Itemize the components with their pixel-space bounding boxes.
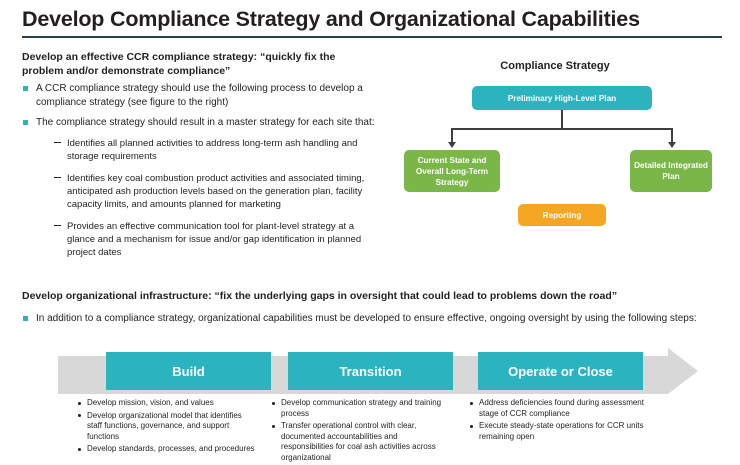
connector-vertical-left bbox=[451, 128, 453, 142]
dot-bullet-icon bbox=[272, 425, 275, 428]
list-item-text: Identifies key coal combustion product activities and associated timing, anticipated ash production levels based on the generation plan, facility capacity limits, and amounts planned for marketing bbox=[67, 172, 365, 210]
compliance-strategy-diagram bbox=[390, 52, 720, 247]
list-item bbox=[54, 172, 377, 211]
list-item-text: Identifies all planned activities to address long-term ash handling and storage requirements bbox=[67, 137, 358, 162]
square-bullet-icon bbox=[23, 316, 28, 321]
dash-bullet-icon bbox=[54, 142, 61, 143]
dot-bullet-icon bbox=[272, 402, 275, 405]
process-arrow bbox=[58, 352, 722, 398]
phase-transition-items bbox=[272, 398, 452, 465]
arrowhead-right-icon bbox=[668, 142, 676, 148]
list-item bbox=[78, 398, 258, 409]
list-item bbox=[22, 116, 377, 259]
dot-bullet-icon bbox=[78, 414, 81, 417]
list-item-text: Develop communication strategy and training process bbox=[281, 398, 442, 418]
list-item bbox=[78, 411, 258, 443]
diagram-node-current-state: Current State and Overall Long-Term Strategy bbox=[404, 150, 500, 192]
list-item-text: Transfer operational control with clear, documented accountabilities and responsibilities for coal ash activities across organizational bbox=[281, 421, 436, 462]
sub-list bbox=[36, 137, 377, 259]
list-item bbox=[54, 220, 377, 259]
title-divider bbox=[22, 36, 722, 38]
diagram-node-detailed-plan: Detailed Integrated Plan bbox=[630, 150, 712, 192]
dot-bullet-icon bbox=[470, 425, 473, 428]
phase-build-items bbox=[78, 398, 258, 457]
connector-vertical-top bbox=[561, 110, 563, 128]
list-item bbox=[54, 137, 377, 163]
list-item bbox=[22, 82, 377, 109]
list-item bbox=[272, 421, 452, 463]
list-item bbox=[272, 398, 452, 419]
dot-bullet-icon bbox=[78, 448, 81, 451]
list-item-text: The compliance strategy should result in a master strategy for each site that: bbox=[36, 117, 375, 128]
phase-operate-or-close: Operate or Close bbox=[478, 352, 643, 390]
dot-bullet-icon bbox=[470, 402, 473, 405]
list-item-text: Develop mission, vision, and values bbox=[87, 398, 214, 407]
connector-vertical-right bbox=[671, 128, 673, 142]
compliance-strategy-heading: Develop an effective CCR compliance strategy: “quickly fix the problem and/or demonstrate compliance” bbox=[22, 51, 336, 77]
connector-horizontal bbox=[451, 128, 672, 130]
list-item-text: In addition to a compliance strategy, organizational capabilities must be developed to ensure effective, ongoing oversight by using the following steps: bbox=[36, 313, 697, 324]
page-title-text: Develop Compliance Strategy and Organizational Capabilities bbox=[22, 7, 640, 31]
dash-bullet-icon bbox=[54, 225, 61, 226]
dash-bullet-icon bbox=[54, 177, 61, 178]
list-item bbox=[470, 398, 655, 419]
process-arrow-head-icon bbox=[668, 348, 698, 394]
square-bullet-icon bbox=[23, 86, 28, 91]
phase-transition: Transition bbox=[288, 352, 453, 390]
phase-operate-or-close-items bbox=[470, 398, 655, 444]
compliance-strategy-bullets bbox=[22, 82, 377, 268]
diagram-node-reporting: Reporting bbox=[518, 204, 606, 226]
list-item-text: Address deficiencies found during assessment stage of CCR compliance bbox=[479, 398, 644, 418]
diagram-node-preliminary-plan: Preliminary High-Level Plan bbox=[472, 86, 652, 110]
list-item-text: A CCR compliance strategy should use the following process to develop a compliance strategy (see figure to the right) bbox=[36, 83, 363, 108]
diagram-title: Compliance Strategy bbox=[500, 60, 610, 72]
arrowhead-left-icon bbox=[448, 142, 456, 148]
square-bullet-icon bbox=[23, 120, 28, 125]
organizational-infrastructure-bullet bbox=[22, 312, 722, 326]
list-item bbox=[470, 421, 655, 442]
list-item-text: Develop standards, processes, and procedures bbox=[87, 444, 255, 453]
list-item-text: Provides an effective communication tool for plant-level strategy at a glance and a mechanism for issue and/or gap identification in planned project dates bbox=[67, 220, 362, 258]
list-item-text: Develop organizational model that identifies staff functions, governance, and support functions bbox=[87, 410, 242, 441]
page-title bbox=[22, 6, 722, 32]
list-item bbox=[78, 444, 258, 455]
dot-bullet-icon bbox=[78, 402, 81, 405]
organizational-infrastructure-heading: Develop organizational infrastructure: “fix the underlying gaps in oversight that could lead to problems down the road” bbox=[22, 290, 618, 302]
list-item-text: Execute steady-state operations for CCR units remaining open bbox=[479, 421, 644, 441]
phase-build: Build bbox=[106, 352, 271, 390]
